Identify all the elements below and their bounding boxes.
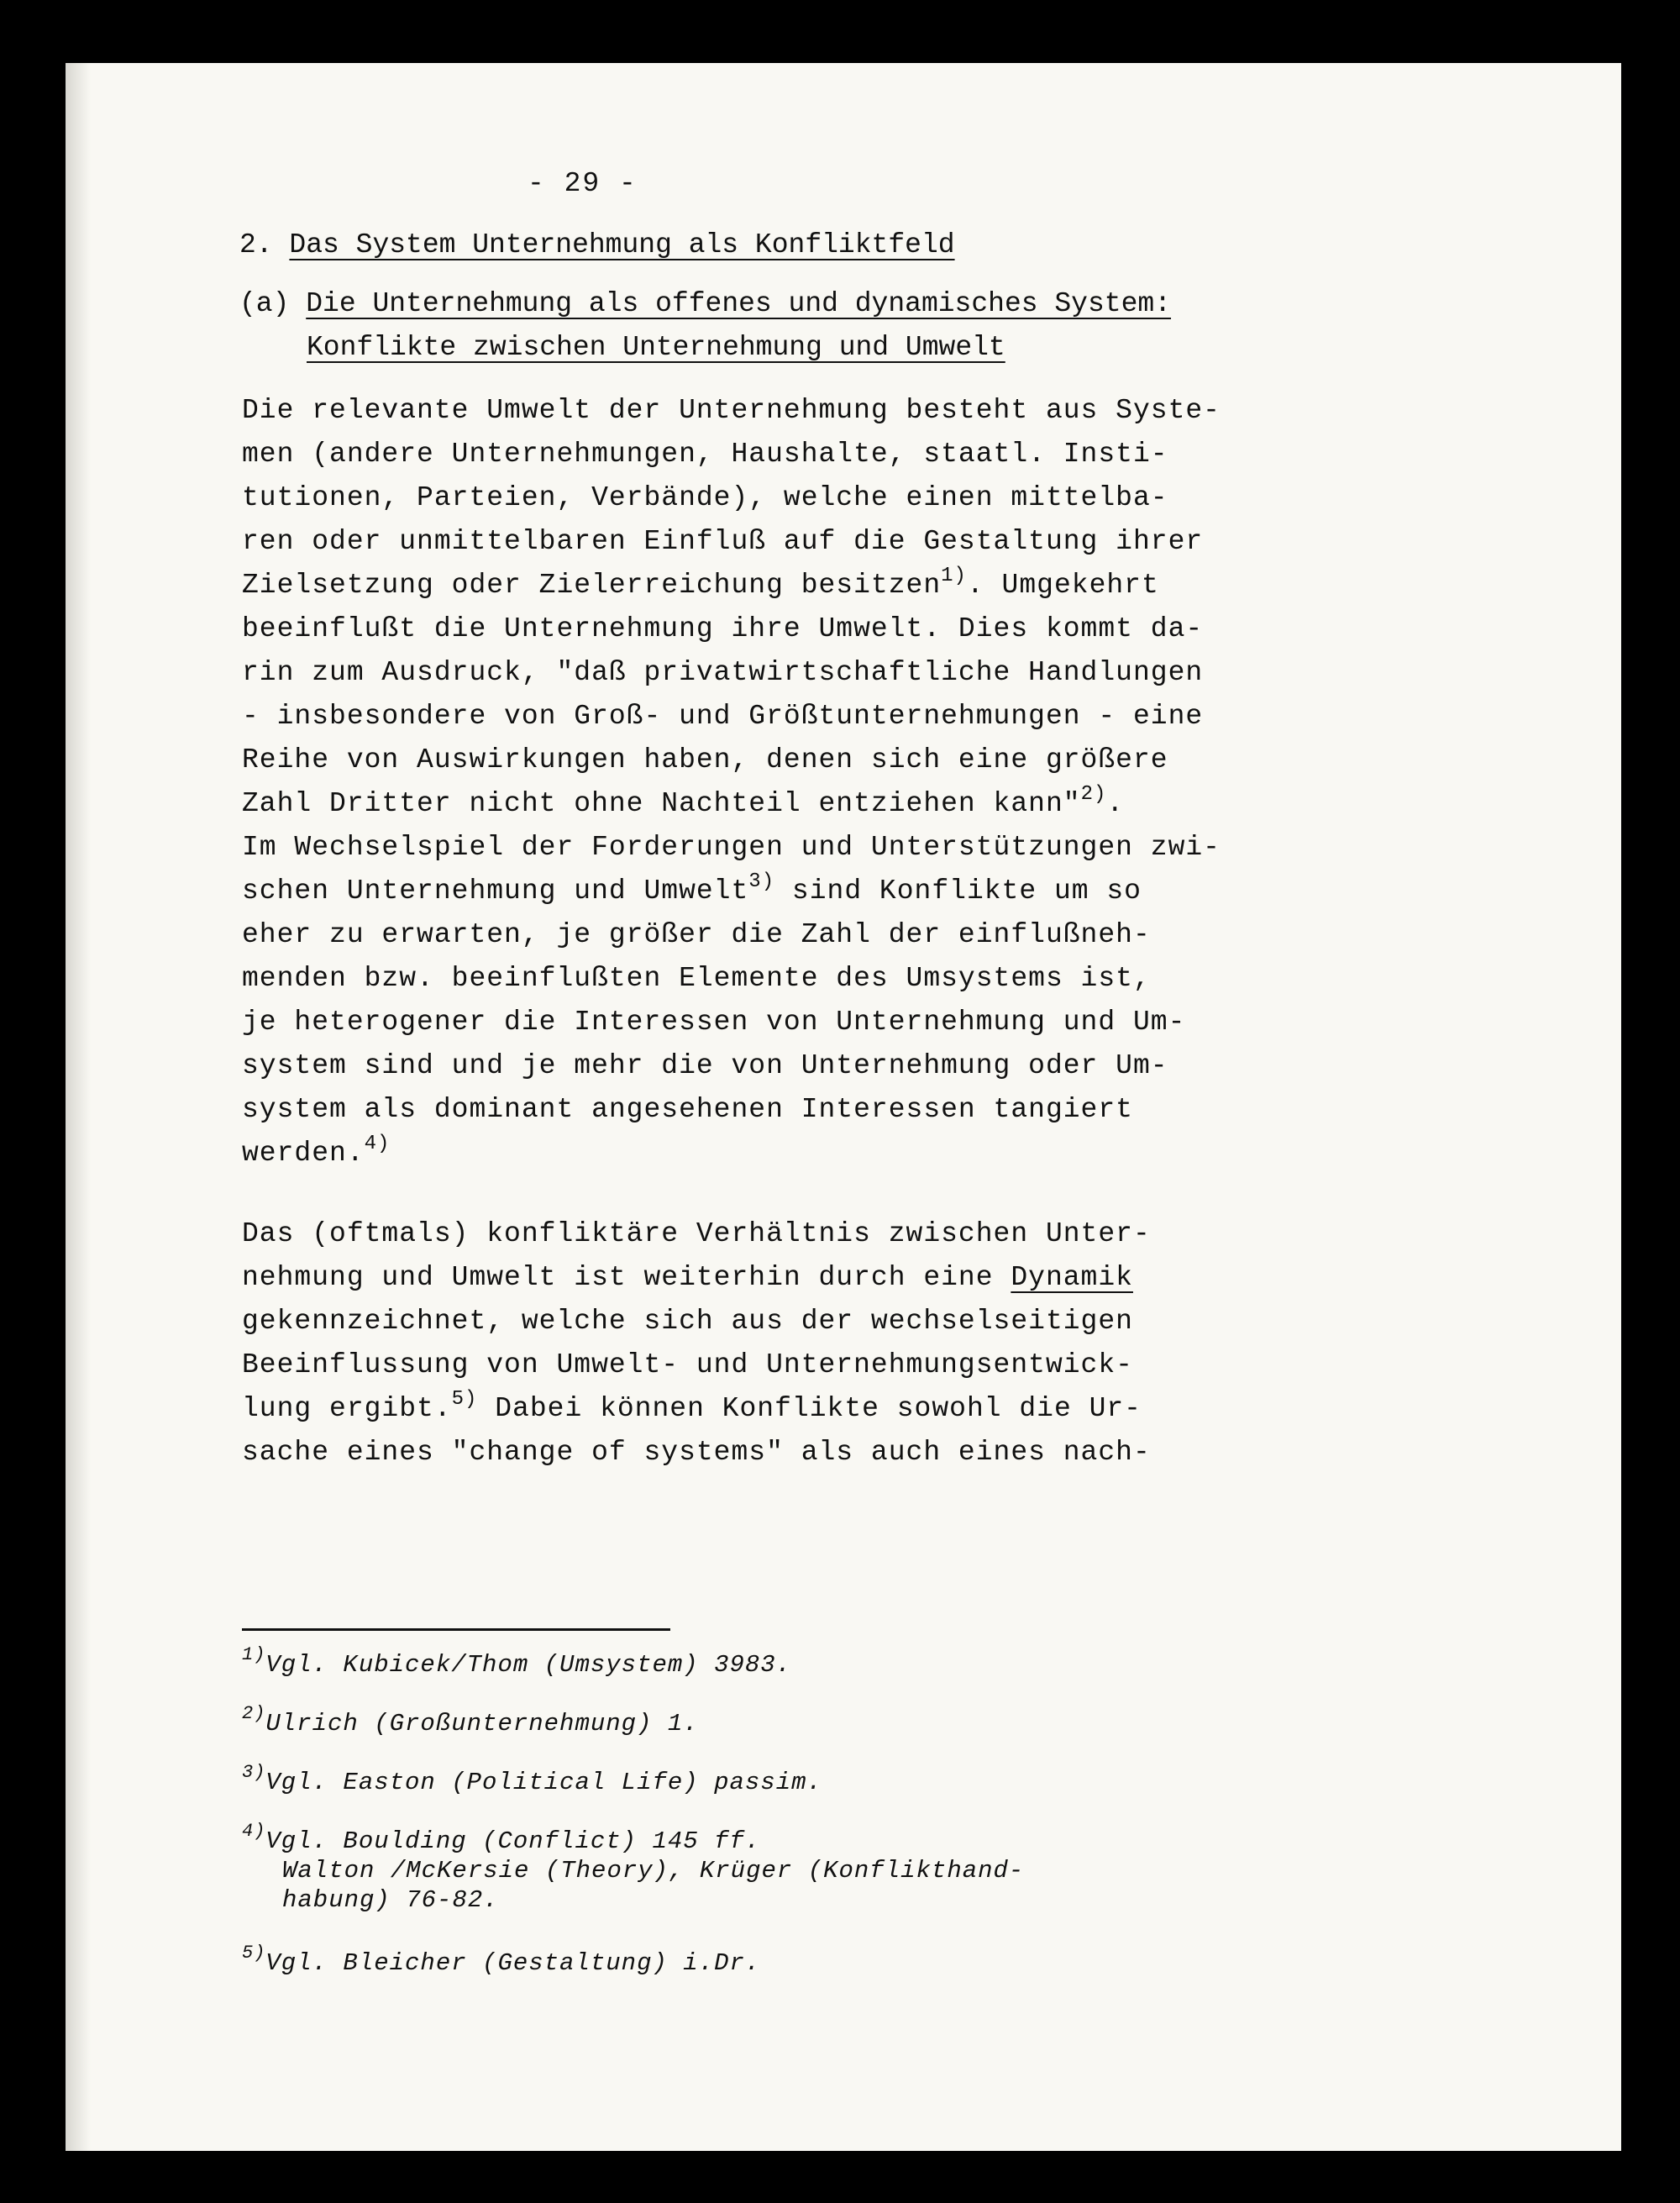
footnote-text: Vgl. Boulding (Conflict) 145 ff. xyxy=(265,1827,761,1855)
footnote-text: Vgl. Kubicek/Thom (Umsystem) 3983. xyxy=(265,1651,792,1679)
footnote-ref: 5) xyxy=(451,1388,478,1411)
body-line: schen Unternehmung und Umwelt$^{3)}$ sind Konflikte um so xyxy=(242,870,1142,907)
body-line: beeinflußt die Unternehmung ihre Umwelt. Dies kommt da- xyxy=(242,613,1204,644)
body-line: Zielsetzung oder Zielerreichung besitzen$^{1)}$. Umgekehrt xyxy=(242,565,1159,601)
body-line: tutionen, Parteien, Verbände), welche einen mittelba- xyxy=(242,482,1168,513)
page-edge-shadow xyxy=(66,63,91,2151)
footnote-separator xyxy=(242,1628,670,1631)
emphasized-word: Dynamik xyxy=(1011,1262,1133,1293)
body-line: ren oder unmittelbaren Einfluß auf die Gestaltung ihrer xyxy=(242,526,1204,557)
body-line: je heterogener die Interessen von Unternehmung und Um- xyxy=(242,1007,1186,1038)
footnote-text: Vgl. Easton (Political Life) passim. xyxy=(265,1769,822,1796)
footnote xyxy=(242,1821,1025,1914)
footnote-text: Vgl. Bleicher (Gestaltung) i.Dr. xyxy=(265,1949,761,1977)
body-line: menden bzw. beeinflußten Elemente des Umsystems ist, xyxy=(242,963,1151,994)
footnote xyxy=(242,1644,792,1679)
footnote-continuation: habung) 76-82. xyxy=(282,1886,499,1914)
footnote xyxy=(242,1762,822,1796)
body-line: gekennzeichnet, welche sich aus der wechselseitigen xyxy=(242,1306,1133,1337)
body-line: sache eines "change of systems" als auch eines nach- xyxy=(242,1437,1151,1468)
body-line: system als dominant angesehenen Interessen tangiert xyxy=(242,1094,1133,1125)
footnote-text: Ulrich (Großunternehmung) 1. xyxy=(265,1710,699,1738)
footnote-mark: 2) xyxy=(242,1703,266,1724)
subsection-title-line2: Konflikte zwischen Unternehmung und Umwelt xyxy=(307,332,1005,363)
footnote-continuation: Walton /McKersie (Theory), Krüger (Konflikthand- xyxy=(282,1857,1025,1885)
section-heading xyxy=(239,229,955,260)
body-line: Das (oftmals) konfliktäre Verhältnis zwischen Unter- xyxy=(242,1218,1151,1249)
footnote-mark: 3) xyxy=(242,1762,266,1783)
body-line: - insbesondere von Groß- und Größtunternehmungen - eine xyxy=(242,701,1204,732)
body-line: system sind und je mehr die von Unternehmung oder Um- xyxy=(242,1050,1168,1081)
section-number: 2. xyxy=(239,229,273,260)
footnote-mark: 1) xyxy=(242,1644,266,1665)
subsection-title-line1: Die Unternehmung als offenes und dynamisches System: xyxy=(306,288,1172,319)
body-line: lung ergibt.$^{5)}$ Dabei können Konflikte sowohl die Ur- xyxy=(242,1388,1142,1424)
body-line: nehmung und Umwelt ist weiterhin durch eine Dynamik xyxy=(242,1262,1133,1293)
body-line: Zahl Dritter nicht ohne Nachteil entziehen kann"$^{2)}$. xyxy=(242,783,1125,819)
body-line: Im Wechselspiel der Forderungen und Unterstützungen zwi- xyxy=(242,832,1221,863)
footnote-mark: 5) xyxy=(242,1943,266,1964)
body-line: werden.$^{4)}$ xyxy=(242,1133,391,1169)
footnote-ref: 1) xyxy=(941,565,967,587)
footnote-ref: 2) xyxy=(1080,783,1107,806)
subsection-heading xyxy=(239,288,1171,319)
footnote-ref: 3) xyxy=(748,870,775,893)
footnote-mark: 4) xyxy=(242,1821,266,1842)
body-line: Reihe von Auswirkungen haben, denen sich eine größere xyxy=(242,744,1168,776)
body-line: men (andere Unternehmungen, Haushalte, staatl. Insti- xyxy=(242,439,1168,470)
footnote xyxy=(242,1943,761,1977)
subsection-heading-cont xyxy=(307,332,1005,363)
footnote xyxy=(242,1703,699,1738)
page-number: - 29 - xyxy=(528,168,638,199)
body-line: Beeinflussung von Umwelt- und Unternehmungsentwick- xyxy=(242,1349,1133,1380)
document-page xyxy=(66,63,1621,2151)
body-line: rin zum Ausdruck, "daß privatwirtschaftliche Handlungen xyxy=(242,657,1204,688)
body-line: Die relevante Umwelt der Unternehmung besteht aus Syste- xyxy=(242,395,1221,426)
footnote-ref: 4) xyxy=(364,1133,391,1155)
subsection-label: (a) xyxy=(239,288,290,319)
body-line: eher zu erwarten, je größer die Zahl der einflußneh- xyxy=(242,919,1151,950)
section-title: Das System Unternehmung als Konfliktfeld xyxy=(289,229,955,260)
